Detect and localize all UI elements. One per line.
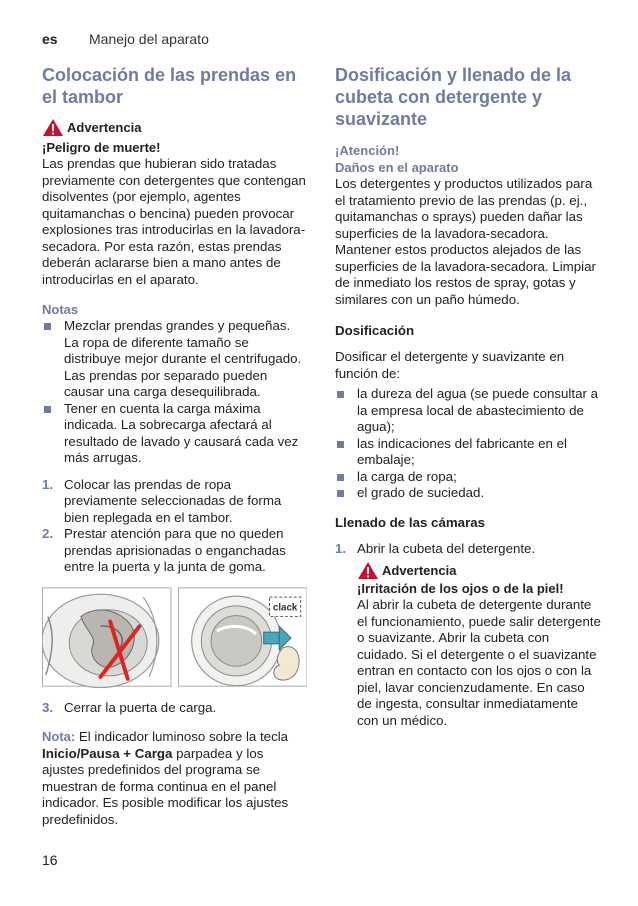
right-heading: Dosificación y llenado de la cubeta con detergente y suavizante [335, 65, 572, 129]
step-item [42, 526, 307, 576]
note-key: Inicio/Pausa + Carga [42, 745, 173, 761]
dosing-intro: Dosificar el detergente y suavizante en función de: [335, 349, 565, 381]
step-number: 2. [42, 526, 54, 541]
warning-triangle-icon [357, 561, 379, 580]
left-column [42, 64, 307, 828]
attention-label: ¡Atención! [335, 143, 400, 158]
step-number: 1. [42, 476, 54, 492]
warning-block [357, 561, 603, 580]
dosing-title: Dosificación [335, 323, 415, 338]
list-item: Tener en cuenta la carga máxima indicada. La sobrecarga afectará al resultado de lavado y causará cada vez más arrugas. [42, 401, 307, 467]
list-item: la carga de ropa; [335, 469, 603, 486]
note-paragraph [42, 728, 307, 828]
filling-warning [335, 561, 603, 729]
warning-label: Advertencia [382, 563, 457, 578]
warning-label: Advertencia [67, 120, 142, 135]
warning-block [42, 118, 307, 137]
warning-triangle-icon [42, 118, 64, 137]
list-item: las indicaciones del fabricante en el embalaje; [335, 436, 603, 469]
filling-title: Llenado de las cámaras [335, 514, 486, 530]
step-number: 3. [42, 699, 54, 715]
clack-label: clack [272, 602, 297, 614]
step-text: Cerrar la puerta de carga. [64, 699, 217, 715]
language-code: es [42, 31, 58, 47]
warning-text: Al abrir la cubeta de detergente durante el funcionamiento, puede salir detergente o suavizante. Abrir la cubeta con cuidado. Si el detergente o el suavizante entran en contacto con los ojos o con la piel, lavar concienzudamente. En caso de ingesta, consultar inmediatamente con un médico. [357, 597, 601, 728]
attention-text: Los detergentes y productos utilizados para el tratamiento previo de las prendas (p. ej., quitamanchas o sprays) pueden dañar las superficies de la lavadora-secadora. Mantener estos productos alejados de las superficies de la lavadora-secadora. Limpiar de inmediato los restos de spray, gotas y similares con un paño húmedo. [335, 176, 596, 307]
notes-title: Notas [42, 302, 79, 317]
step-number: 1. [335, 540, 347, 556]
list-item: Mezclar prendas grandes y pequeñas. La ropa de diferente tamaño se distribuye mejor durante el centrifugado. Las prendas por separado pueden causar una carga desequilibrada. [42, 318, 307, 401]
warning-danger: ¡Peligro de muerte! [42, 140, 161, 155]
steps-list [42, 477, 307, 576]
closing-door-illustration [178, 586, 308, 688]
step-item [42, 700, 307, 717]
step-text: Abrir la cubeta del detergente. [357, 540, 536, 556]
page-number: 16 [42, 852, 58, 868]
list-item: el grado de suciedad. [335, 485, 603, 502]
left-heading: Colocación de las prendas en el tambor [42, 65, 297, 107]
note-text-b: parpadea y los ajustes predefinidos del programa se muestran de forma continua en el panel indicador. Es posible modificar los ajustes predefinidos. [42, 745, 289, 827]
note-label: Nota: [42, 729, 76, 744]
step3-list [42, 700, 307, 717]
attention-sub: Daños en el aparato [335, 160, 459, 175]
notes-list [42, 318, 307, 467]
section-header: Manejo del aparato [89, 31, 209, 47]
warning-text: Las prendas que hubieran sido tratadas previamente con detergentes que contengan disolventes (por ejemplo, agentes quitamanchas o bencina) pueden provocar explosiones tras introducirlas en la lavadora-secadora. Por esta razón, estas prendas deberán aclararse bien a mano antes de introducirlas en el aparato. [42, 156, 306, 287]
right-column [335, 64, 603, 729]
dosing-list [335, 386, 603, 502]
step-text: Prestar atención para que no queden prendas aprisionadas o enganchadas entre la puerta y la junta de goma. [64, 526, 286, 574]
step-item [335, 541, 603, 558]
list-item: la dureza del agua (se puede consultar a la empresa local de abastecimiento de agua); [335, 386, 603, 436]
illustrations [42, 586, 307, 688]
warning-danger: ¡Irritación de los ojos o de la piel! [357, 581, 564, 596]
step-text: Colocar las prendas de ropa previamente seleccionadas de forma bien replegada en el tambor. [64, 476, 282, 525]
filling-steps [335, 541, 603, 558]
step-item [42, 477, 307, 527]
note-text-a: El indicador luminoso sobre la tecla [75, 729, 289, 744]
incorrect-loading-illustration [42, 586, 172, 688]
